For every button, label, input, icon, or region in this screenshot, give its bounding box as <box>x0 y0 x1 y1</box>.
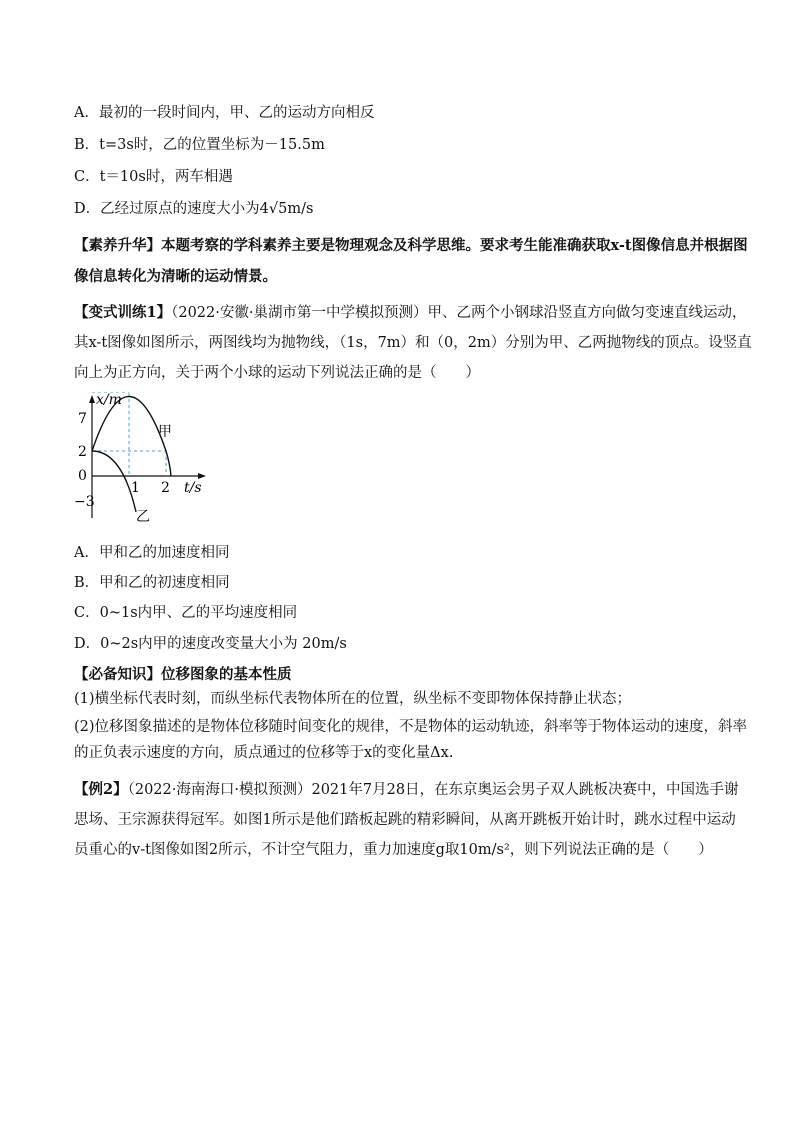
y-tick-2: 2 <box>78 444 87 460</box>
q2-option-c: C．0~1s内甲、乙的平均速度相同 <box>74 605 298 621</box>
knowledge-item-1: (1)横坐标代表时刻，而纵坐标代表物体所在的位置，纵坐标不变即物体保持静止状态； <box>74 691 632 707</box>
y-axis-label: x/m <box>96 392 122 408</box>
q1-option-b: B．t=3s时，乙的位置坐标为－15.5m <box>74 137 325 153</box>
q1-option-d: D．乙经过原点的速度大小为4√5m/s <box>74 201 314 217</box>
label-yi: 乙 <box>136 509 150 524</box>
q1-option-c: C．t＝10s时，两车相遇 <box>74 169 233 185</box>
example2-tag: 【例2】 <box>74 781 128 798</box>
knowledge-heading <box>74 663 292 684</box>
q1-option-a: A．最初的一段时间内，甲、乙的运动方向相反 <box>74 105 375 121</box>
example2-text-3: 员重心的v-t图像如图2所示，不计空气阻力，重力加速度g取10m/s²，则下列说法正确的是（ ） <box>74 842 713 858</box>
variant-text-2: 其x-t图像如图所示，两图线均为抛物线，（1s，7m）和（0，2m）分别为甲、乙两抛物线的顶点。设竖直 <box>74 335 752 351</box>
literacy-text-1: 本题考察的学科素养主要是物理观念及科学思维。要求考生能准确获取x-t图像信息并根据图 <box>161 237 748 254</box>
example2-line-1 <box>74 778 739 799</box>
x-axis-arrow <box>198 473 206 479</box>
variant-text-3: 向上为正方向，关于两个小球的运动下列说法正确的是（ ） <box>74 365 480 381</box>
x-tick-1: 1 <box>131 480 140 496</box>
x-axis-label: t/s <box>184 480 202 496</box>
example2-text-1: （2022·海南海口·模拟预测）2021年7月28日，在东京奥运会男子双人跳板决赛中，中国选手谢 <box>127 782 739 798</box>
x-tick-2: 2 <box>161 480 170 496</box>
label-jia: 甲 <box>158 424 172 440</box>
knowledge-tag: 【必备知识】 <box>74 666 161 683</box>
q2-option-b: B．甲和乙的初速度相同 <box>74 575 230 591</box>
example2-text-2: 思场、王宗源获得冠军。如图1所示是他们踏板起跳的精彩瞬间，从离开跳板开始计时，跳水过程中运动 <box>74 812 736 828</box>
knowledge-item-2-line-1: (2)位移图象描述的是物体位移随时间变化的规律，不是物体的运动轨迹，斜率等于物体运动的速度，斜率 <box>74 719 748 735</box>
q2-option-d: D．0~2s内甲的速度改变量大小为 20m/s <box>74 636 347 652</box>
variant-tag: 【变式训练1】 <box>74 304 172 321</box>
variant-line-1 <box>74 301 746 322</box>
variant-text-1: （2022·安徽·巢湖市第一中学模拟预测）甲、乙两个小钢球沿竖直方向做匀变速直线运动， <box>171 305 747 321</box>
q2-option-a: A．甲和乙的加速度相同 <box>74 545 230 561</box>
literacy-text-2: 像信息转化为清晰的运动情景。 <box>74 268 277 285</box>
y-tick-0: 0 <box>78 468 87 484</box>
literacy-line-1 <box>74 234 748 255</box>
xt-graph-figure <box>74 392 234 524</box>
knowledge-title: 位移图象的基本性质 <box>161 666 292 683</box>
knowledge-item-2-line-2: 的正负表示速度的方向，质点通过的位移等于x的变化量Δx. <box>74 745 454 761</box>
y-tick-neg3: −3 <box>74 494 95 510</box>
y-axis-arrow <box>89 395 95 403</box>
y-tick-7: 7 <box>78 411 87 427</box>
literacy-tag: 【素养升华】 <box>74 237 161 254</box>
